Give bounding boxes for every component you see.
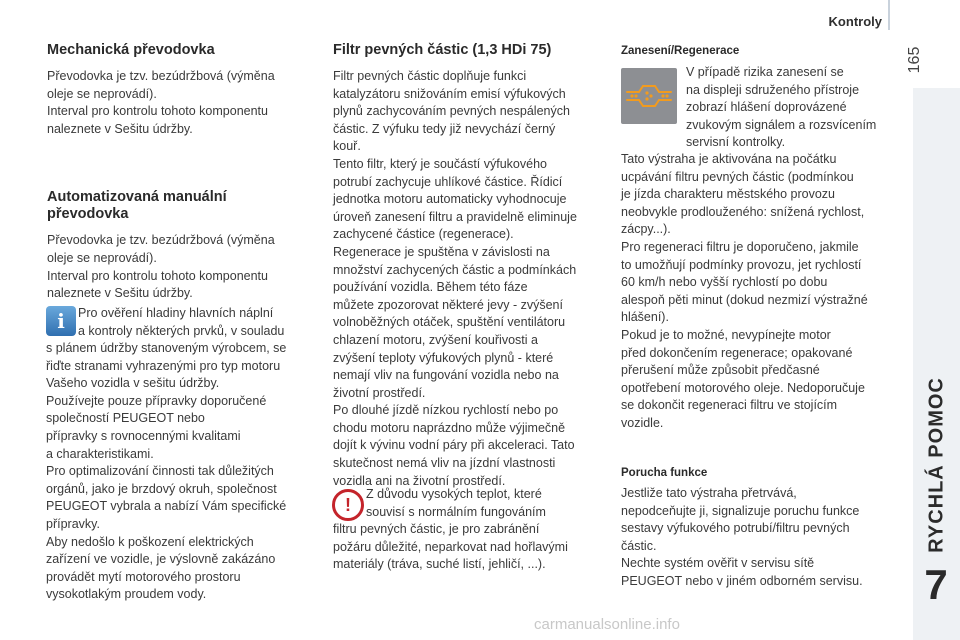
section-body-particle-filter: Filtr pevných částic doplňuje funkci katalyzátoru snižováním emisí výfukových plynů zachycováním pevných nespálených částic. Z výfuku tedy již nevychází černý kouř. Tento filtr, který je součástí výfukového potrubí zachycuje uhlíkové částice. Řídicí jednotka motoru automaticky vyhodnocuje úroveň zanesení filtru a pravidelně eliminuje zachycené částice (regenerace). Regenerace je spuštěna v závislosti na množství zachycených částic a podmínkách používání vozidla. Během této fáze můžete zpozorovat některé jevy - zvýšení volnoběžných otáček, spuštění ventilátoru chlazení motoru, zvýšení kouřivosti a zvýšení teploty výfukových plynů - které nemají vliv na fungování vozidla nebo na životní prostředí. Po dlouhé jízdě nízkou rychlostí nebo po chodu motoru naprázdno může výjimečně dojít k vývinu vodní páry při akceleraci. Tato skutečnost nemá vliv na jízdní vlastnosti vozidla ani na životní prostředí. xyxy=(333,69,577,488)
section-title-manual-gearbox: Mechanická převodovka xyxy=(47,42,215,58)
chapter-title xyxy=(913,377,960,553)
info-icon: i xyxy=(46,306,76,336)
section-title-malfunction: Porucha funkce xyxy=(621,467,708,479)
exclamation-warning-icon: ! xyxy=(332,489,364,521)
page-number xyxy=(895,40,935,80)
watermark: carmanualsonline.info xyxy=(534,616,680,633)
column-left xyxy=(47,42,317,303)
info-note-lead: Pro ověření hladiny hlavních náplní a kontroly některých prvků, v souladu xyxy=(78,306,285,338)
column-middle xyxy=(333,42,605,490)
clogging-lead: V případě rizika zanesení se na displeji sdruženého přístroje zobrazí hlášení doprovázené zvukovým signálem a rozsvícením servisní kontrolky. xyxy=(686,65,877,150)
particle-filter-warning-icon xyxy=(621,68,677,124)
malfunction-body: Jestliže tato výstraha přetrvává, nepodceňujte ji, signalizuje poruchu funkce sestavy výfukového potrubí/filtru pevných částic. Nechte systém ověřit v servisu sítě PEUGEOT nebo v jiném odborném servisu. xyxy=(621,486,863,588)
section-body-automated-gearbox: Převodovka je tzv. bezúdržbová (výměna oleje se neprovádí). Interval pro kontrolu tohoto komponentu naleznete v Sešitu údržby. xyxy=(47,233,275,301)
running-head: Kontroly xyxy=(828,14,882,29)
chapter-number: 7 xyxy=(924,561,948,608)
warning-note-lead: Z důvodu vysokých teplot, které souvisí s normálním fungováním xyxy=(366,487,546,519)
chapter-title-text: RYCHLÁ POMOC xyxy=(925,377,947,553)
section-title-automated-gearbox: Automatizovaná manuální převodovka xyxy=(47,189,227,223)
chapter-tab xyxy=(913,88,960,640)
page-number-text: 165 xyxy=(906,46,923,74)
clogging-body: Tato výstraha je aktivována na počátku ucpávání filtru pevných částic (podmínkou je jízda charakteru městského provozu neobvykle prodlouženého: snížená rychlost, zácpy...). Pro regeneraci filtru je doporučeno, jakmile to umožňují podmínky provozu, jet rychlostí 60 km/h nebo vyšší rychlostí po dobu alespoň pěti minut (dokud nezmizí výstražné hlášení). Pokud je to možné, nevypínejte motor před dokončením regenerace; opakované přerušení může způsobit předčasné opotřebení motorového oleje. Nedoporučuje se dokončit regeneraci filtru ve stojícím vozidle. xyxy=(621,152,868,430)
section-title-clogging: Zanesení/Regenerace xyxy=(621,45,740,57)
info-note-body: s plánem údržby stanoveným výrobcem, se řiďte stranami vyhrazenými pro typ motoru Vašeho vozidla v sešitu údržby. Používejte pouze přípravky doporučené společností PEUGEOT nebo přípravky s rovnocennými kvalitami a charakteristikami. Pro optimalizování činnosti tak důležitých orgánů, jako je brzdový okruh, společnost PEUGEOT vybrala a nabízí Vám specifické přípravky. Aby nedošlo k poškození elektrických zařízení ve vozidle, je výslovně zakázáno provádět mytí motorového prostoru vysokotlakým proudem vody. xyxy=(46,341,287,602)
section-body-manual-gearbox: Převodovka je tzv. bezúdržbová (výměna oleje se neprovádí). Interval pro kontrolu tohoto komponentu naleznete v Sešitu údržby. xyxy=(47,69,275,136)
header-divider xyxy=(888,0,890,30)
particle-filter-graphic xyxy=(621,68,677,124)
section-title-particle-filter: Filtr pevných částic (1,3 HDi 75) xyxy=(333,42,552,58)
warning-note-body: filtru pevných částic, je pro zabránění požáru důležité, neparkovat nad hořlavými materiály (tráva, suché listí, jehličí, ...). xyxy=(333,522,568,572)
